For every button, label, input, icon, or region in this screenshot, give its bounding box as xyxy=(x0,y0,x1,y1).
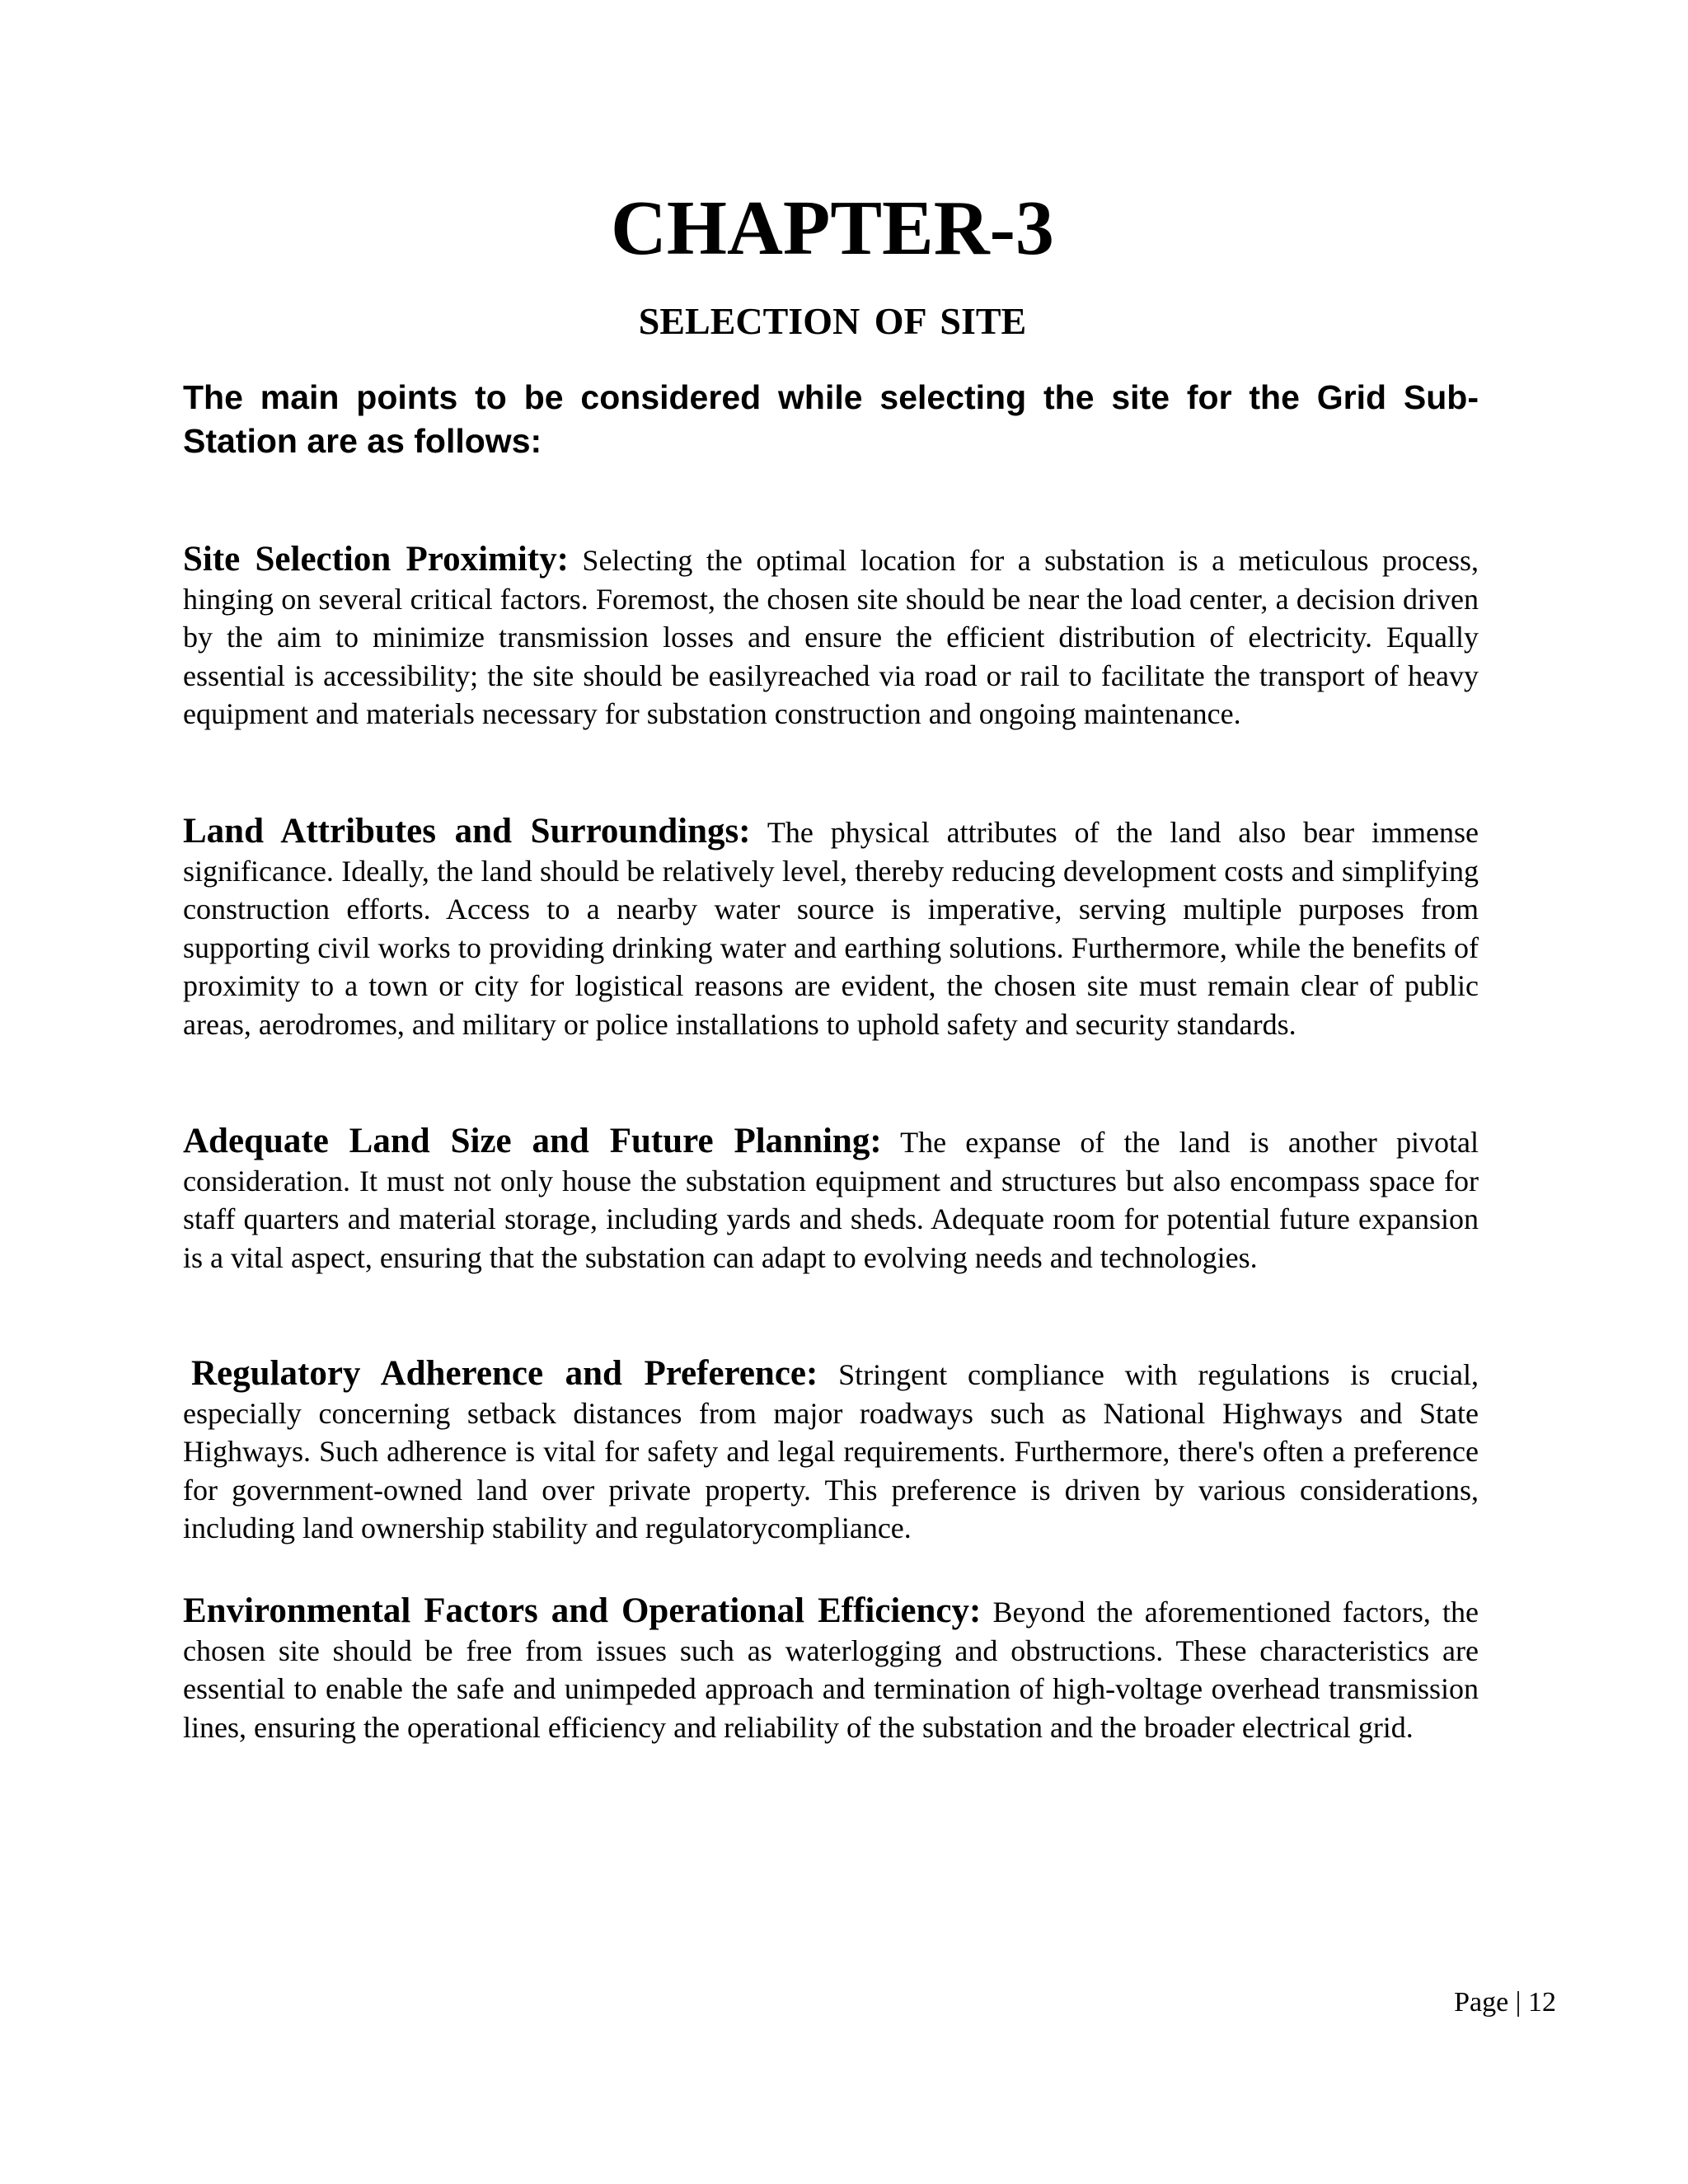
paragraph-body: Stringent compliance with regulations is crucial, especially concerning setback distances from major roadways such as National Highways and State Highways. Such adherence is vital for safety and legal requirements. Furthermore, there's often a preference for government-owned land over private property. This preference is driven by various considerations, including land ownership stability and regulatorycompliance. xyxy=(183,1358,1479,1544)
chapter-title: CHAPTER-3 xyxy=(611,185,1054,271)
paragraph-heading: Site Selection Proximity: xyxy=(183,540,569,579)
paragraph-heading: Environmental Factors and Operational Efficiency: xyxy=(183,1591,982,1630)
paragraph-heading: Adequate Land Size and Future Planning: xyxy=(183,1122,882,1160)
intro-paragraph: The main points to be considered while selecting the site for the Grid Sub-Station are as follows: xyxy=(183,378,1479,460)
paragraph-adequate-land-size xyxy=(183,1122,1479,1277)
paragraph-regulatory-adherence xyxy=(183,1355,1479,1548)
paragraph-environmental-factors xyxy=(183,1592,1479,1746)
paragraph-body: The physical attributes of the land also bear immense significance. Ideally, the land should be relatively level, thereby reducing development costs and simplifying construction efforts. Access to a nearby water source is imperative, serving multiple purposes from supporting civil works to providing drinking water and earthing solutions. Furthermore, while the benefits of proximity to a town or city for logistical reasons are evident, the chosen site must remain clear of public areas, aerodromes, and military or police installations to uphold safety and security standards. xyxy=(183,816,1479,1041)
paragraph-body: The expanse of the land is another pivotal consideration. It must not only house the substation equipment and structures but also encompass space for staff quarters and material storage, including yards and sheds. Adequate room for potential future expansion is a vital aspect, ensuring that the substation can adapt to evolving needs and technologies. xyxy=(183,1126,1479,1274)
page-number: Page | 12 xyxy=(1454,1987,1556,2018)
paragraph-land-attributes xyxy=(183,813,1479,1043)
paragraph-body: Beyond the aforementioned factors, the chosen site should be free from issues such as waterlogging and obstructions. These characteristics are essential to enable the safe and unimpeded approach and termination of high-voltage overhead transmission lines, ensuring the operational efficiency and reliability of the substation and the broader electrical grid. xyxy=(183,1596,1479,1744)
paragraph-site-selection-proximity xyxy=(183,541,1479,733)
paragraph-heading: Regulatory Adherence and Preference: xyxy=(191,1354,818,1393)
section-title: SELECTION OF SITE xyxy=(638,300,1027,342)
paragraph-body: Selecting the optimal location for a substation is a meticulous process, hinging on several critical factors. Foremost, the chosen site should be near the load center, a decision driven by the aim to minimize transmission losses and ensure the efficient distribution of electricity. Equally essential is accessibility; the site should be easilyreached via road or rail to facilitate the transport of heavy equipment and materials necessary for substation construction and ongoing maintenance. xyxy=(183,544,1479,730)
paragraph-heading: Land Attributes and Surroundings: xyxy=(183,812,751,851)
